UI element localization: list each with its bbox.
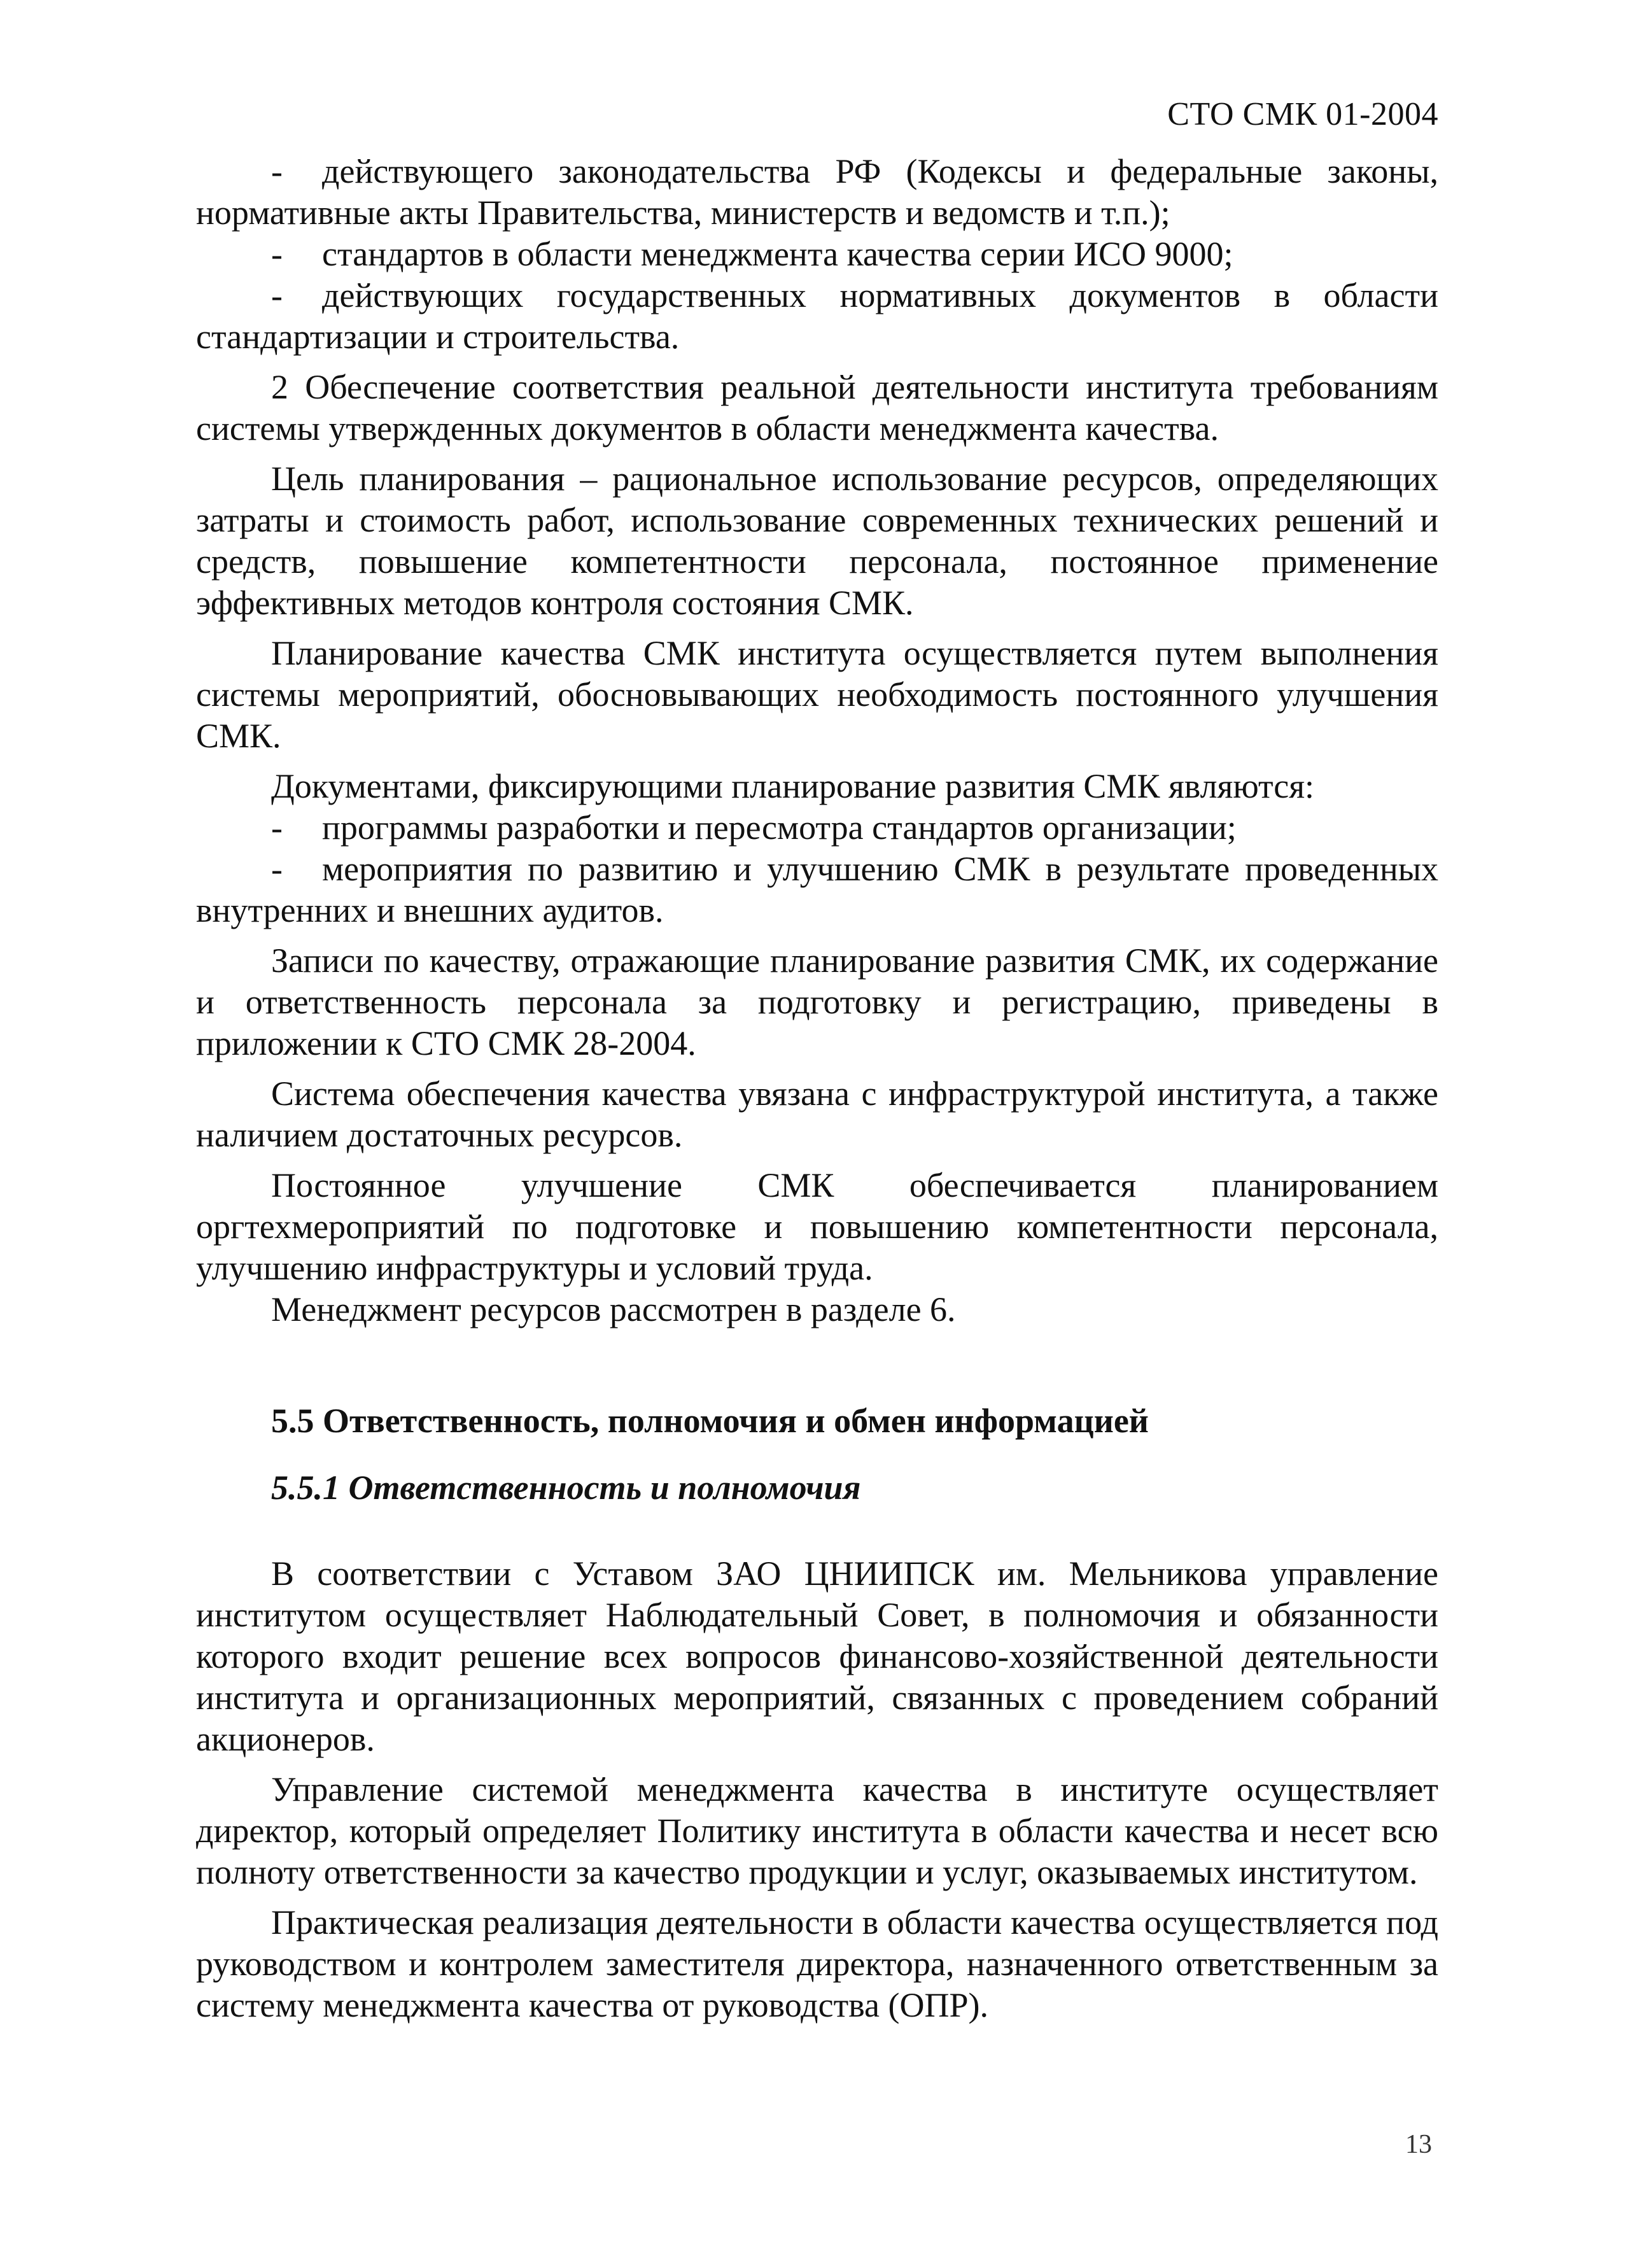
list-item-measures <box>196 849 1438 931</box>
list-item-law <box>196 151 1438 234</box>
list-item-text: программы разработки и пересмотра стандартов организации; <box>322 808 1237 847</box>
list-item-text: действующего законодательства РФ (Кодексы и федеральные законы, нормативные акты Правительства, министерств и ведомств и т.п.); <box>196 152 1438 232</box>
paragraph-documents: Документами, фиксирующими планирование развития СМК являются: <box>271 767 1315 805</box>
dash-marker: - <box>271 152 283 190</box>
paragraph-item-2: 2 Обеспечение соответствия реальной деятельности института требованиям системы утвержденных документов в области менеджмента качества. <box>196 368 1438 447</box>
dash-marker: - <box>271 276 283 314</box>
list-item-programs <box>196 807 1438 849</box>
paragraph-goal: Цель планирования – рациональное использование ресурсов, определяющих затраты и стоимость работ, использование современных технических решений и средств, повышение компетентности персонала, постоянное применение эффективных методов контроля состояния СМК. <box>196 460 1438 622</box>
paragraph-practical: Практическая реализация деятельности в области качества осуществляется под руководством и контролем заместителя директора, назначенного ответственным за систему менеджмента качества от руководства (ОПР). <box>196 1903 1438 2024</box>
paragraph-records: Записи по качеству, отражающие планирование развития СМК, их содержание и ответственность персонала за подготовку и регистрацию, приведены в приложении к СТО СМК 28-2004. <box>196 941 1438 1062</box>
list-item-iso <box>196 234 1438 275</box>
list-item-text: стандартов в области менеджмента качества серии ИСО 9000; <box>322 235 1233 273</box>
list-item-text: действующих государственных нормативных документов в области стандартизации и строительства. <box>196 276 1438 356</box>
section-heading: 5.5 Ответственность, полномочия и обмен информацией <box>271 1402 1149 1440</box>
paragraph-director: Управление системой менеджмента качества в институте осуществляет директор, который определяет Политику института в области качества и несет всю полноту ответственности за качество продукции и услуг, оказываемых институтом. <box>196 1770 1438 1891</box>
paragraph-system: Система обеспечения качества увязана с инфраструктурой института, а также наличием достаточных ресурсов. <box>196 1074 1438 1154</box>
paragraph-improvement: Постоянное улучшение СМК обеспечивается планированием оргтехмероприятий по подготовке и повышению компетентности персонала, улучшению инфраструктуры и условий труда. <box>196 1166 1438 1287</box>
list-item-text: мероприятия по развитию и улучшению СМК в результате проведенных внутренних и внешних аудитов. <box>196 850 1438 929</box>
paragraph-resources: Менеджмент ресурсов рассмотрен в разделе 6. <box>271 1290 956 1328</box>
paragraph-charter: В соответствии с Уставом ЗАО ЦНИИПСК им. Мельникова управление институтом осуществляет Наблюдательный Совет, в полномочия и обязанности которого входит решение всех вопросов финансово-хозяйственной деятельности института и организационных мероприятий, связанных с проведением собраний акционеров. <box>196 1554 1438 1758</box>
page-content <box>196 151 1438 2026</box>
paragraph-planning: Планирование качества СМК института осуществляется путем выполнения системы мероприятий, обосновывающих необходимость постоянного улучшения СМК. <box>196 634 1438 755</box>
page-number: 13 <box>1405 2130 1432 2159</box>
dash-marker: - <box>271 235 283 273</box>
list-item-gov-docs <box>196 275 1438 358</box>
dash-marker: - <box>271 850 283 888</box>
dash-marker: - <box>271 808 283 847</box>
document-code: СТО СМК 01-2004 <box>1167 96 1438 132</box>
subsection-heading: 5.5.1 Ответственность и полномочия <box>271 1469 861 1507</box>
